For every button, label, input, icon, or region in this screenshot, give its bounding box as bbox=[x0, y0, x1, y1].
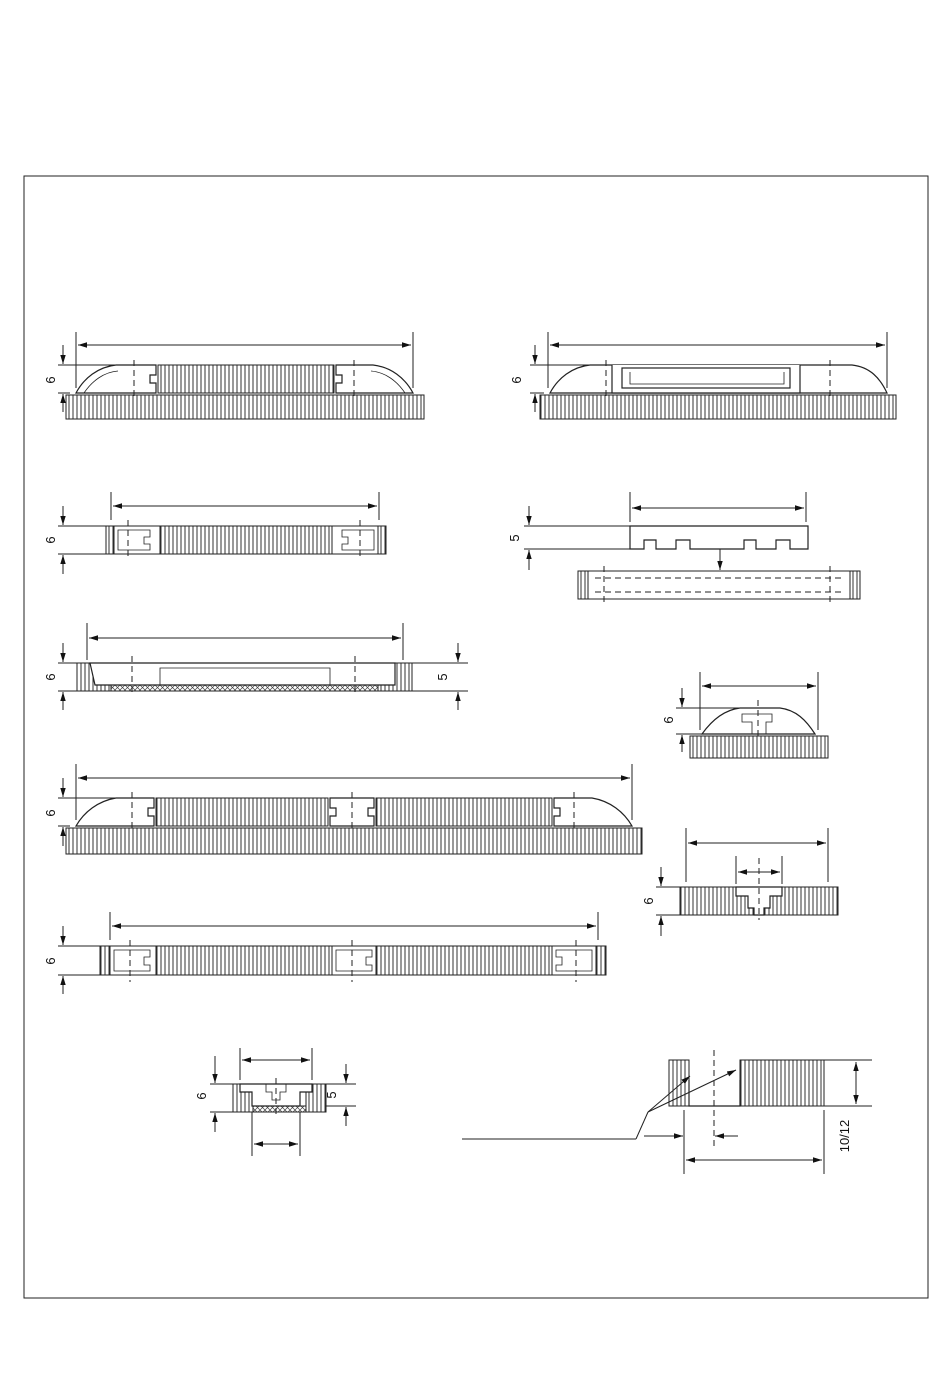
dim-right-10: 5 bbox=[324, 1091, 339, 1099]
dim-height-3: 6 bbox=[43, 536, 58, 544]
dim-height-7: 6 bbox=[43, 809, 58, 817]
dim-height-10: 6 bbox=[194, 1092, 209, 1100]
dim-height-5: 6 bbox=[43, 673, 58, 681]
profile-long-flat-triple bbox=[43, 912, 606, 994]
profile-split-assembly bbox=[507, 492, 860, 604]
dim-height-6: 6 bbox=[661, 716, 676, 724]
dim-height-11: 10/12 bbox=[837, 1119, 852, 1153]
profile-small-ramp bbox=[661, 672, 828, 758]
dim-height-1: 6 bbox=[43, 376, 58, 384]
dim-height-4: 5 bbox=[507, 534, 522, 542]
dim-height-9: 6 bbox=[43, 957, 58, 965]
profile-ramp-double-left bbox=[43, 332, 424, 419]
profile-flat-double bbox=[43, 492, 386, 574]
profile-small-channel bbox=[194, 1048, 356, 1156]
profile-long-ramp-triple bbox=[43, 764, 642, 854]
dim-height-2: 6 bbox=[509, 376, 524, 384]
profile-ramp-channel bbox=[509, 332, 896, 419]
profile-channel-hatched bbox=[43, 623, 468, 710]
dim-height-8: 6 bbox=[641, 897, 656, 905]
profile-t-connector bbox=[641, 828, 838, 936]
profile-end-cap bbox=[462, 1050, 872, 1174]
dim-right-5: 5 bbox=[435, 673, 450, 681]
